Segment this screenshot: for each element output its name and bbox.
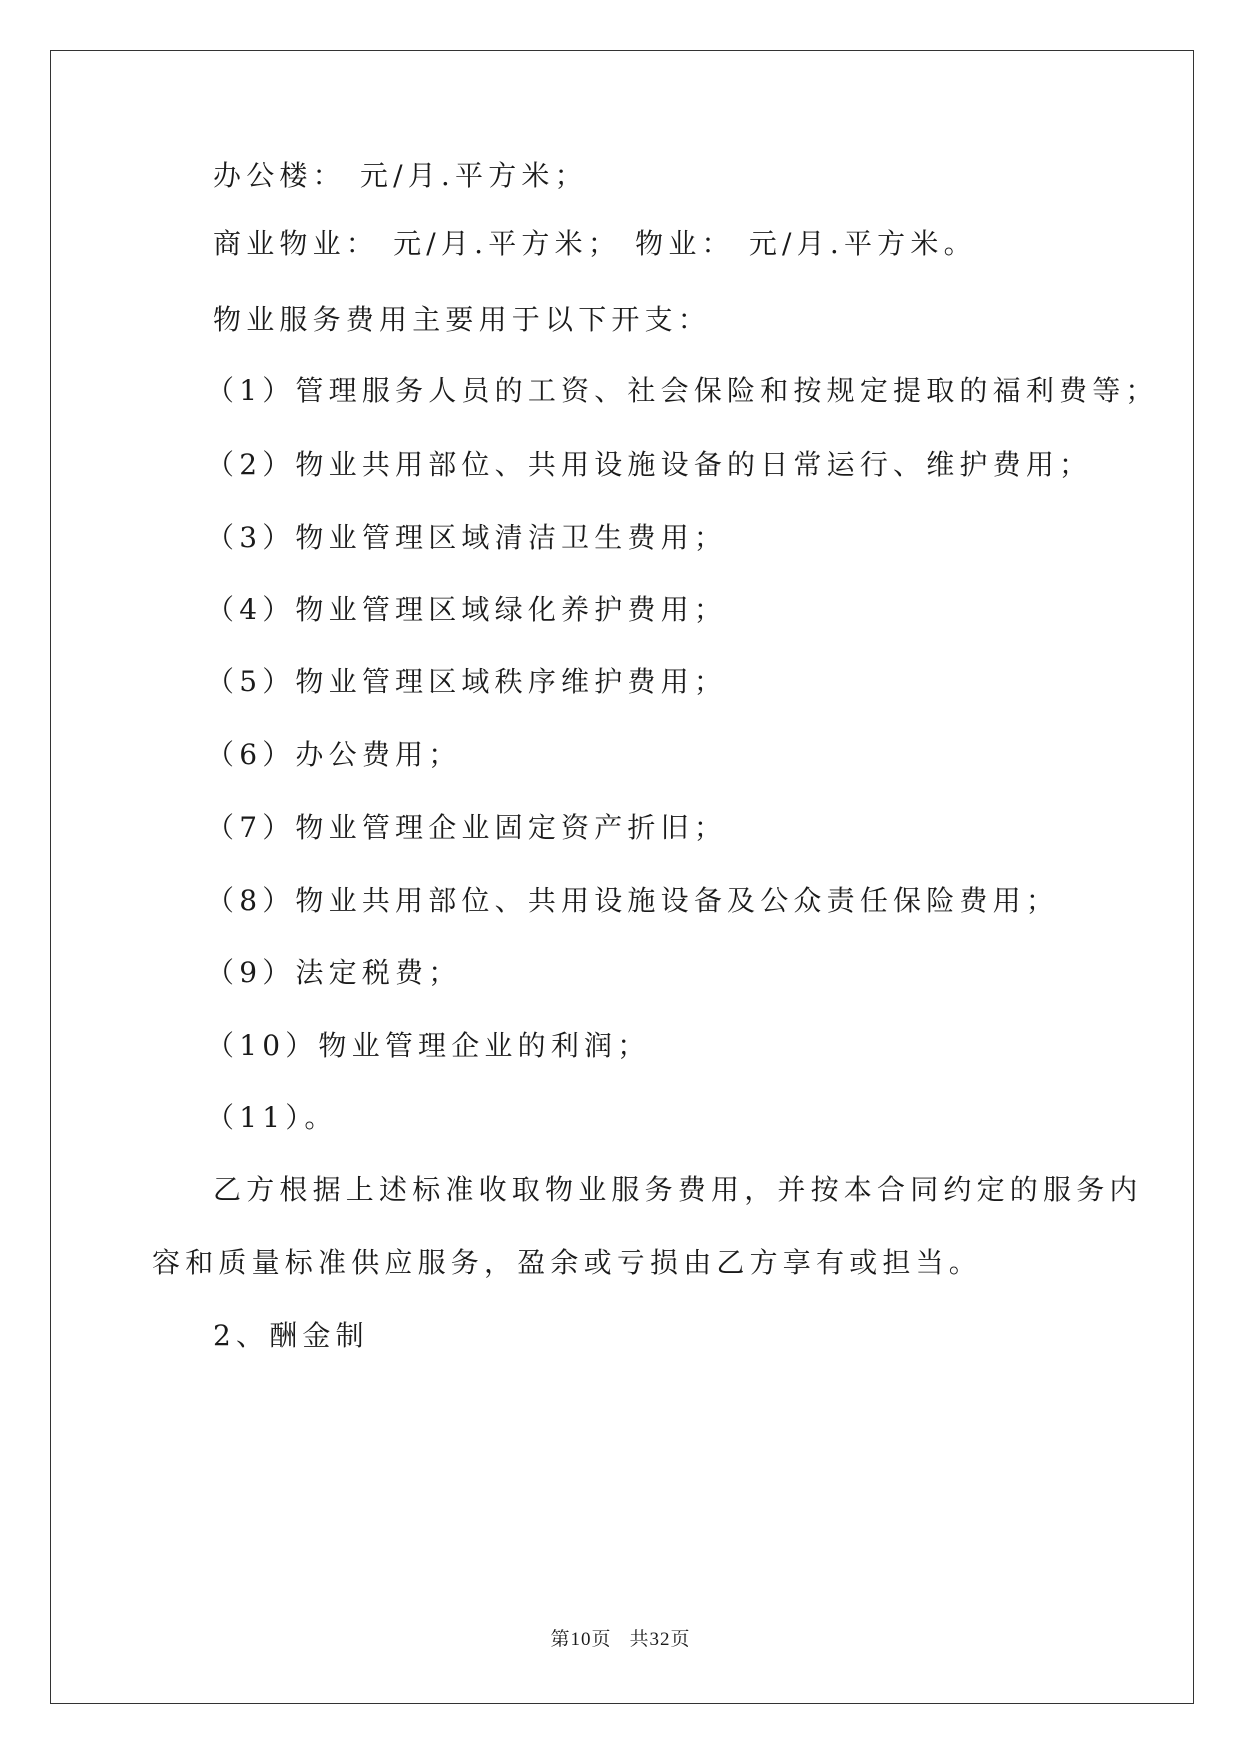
total-page-count: 共32页 (629, 1629, 691, 1650)
expense-item-1: （1）管理服务人员的工资、社会保险和按规定提取的福利费等； (206, 374, 1159, 407)
paragraph-line-2: 容和质量标准供应服务，盈余或亏损由乙方享有或担当。 (152, 1246, 983, 1279)
expense-item-4: （4）物业管理区域绿化养护费用； (206, 593, 728, 626)
section-heading-2: 2、酬金制 (213, 1319, 369, 1352)
fee-line-office: 办公楼： 元/月.平方米； (213, 159, 588, 192)
expense-item-9: （9）法定税费； (206, 956, 462, 989)
expense-item-3: （3）物业管理区域清洁卫生费用； (206, 521, 728, 554)
expense-item-10: （10）物业管理企业的利润； (206, 1029, 651, 1062)
page-footer (0, 1624, 1241, 1651)
expense-item-7: （7）物业管理企业固定资产折旧； (206, 811, 728, 844)
expense-item-8: （8）物业共用部位、共用设施设备及公众责任保险费用； (206, 884, 1060, 917)
expense-intro: 物业服务费用主要用于以下开支： (213, 303, 712, 336)
current-page-number: 第10页 (550, 1629, 612, 1650)
expense-item-2: （2）物业共用部位、共用设施设备的日常运行、维护费用； (206, 448, 1093, 481)
expense-item-11: （11）。 (206, 1101, 338, 1134)
expense-item-5: （5）物业管理区域秩序维护费用； (206, 665, 728, 698)
fee-line-commercial: 商业物业： 元/月.平方米； 物业： 元/月.平方米。 (213, 227, 977, 260)
expense-item-6: （6）办公费用； (206, 738, 462, 771)
paragraph-line-1: 乙方根据上述标准收取物业服务费用，并按本合同约定的服务内 (213, 1173, 1143, 1206)
